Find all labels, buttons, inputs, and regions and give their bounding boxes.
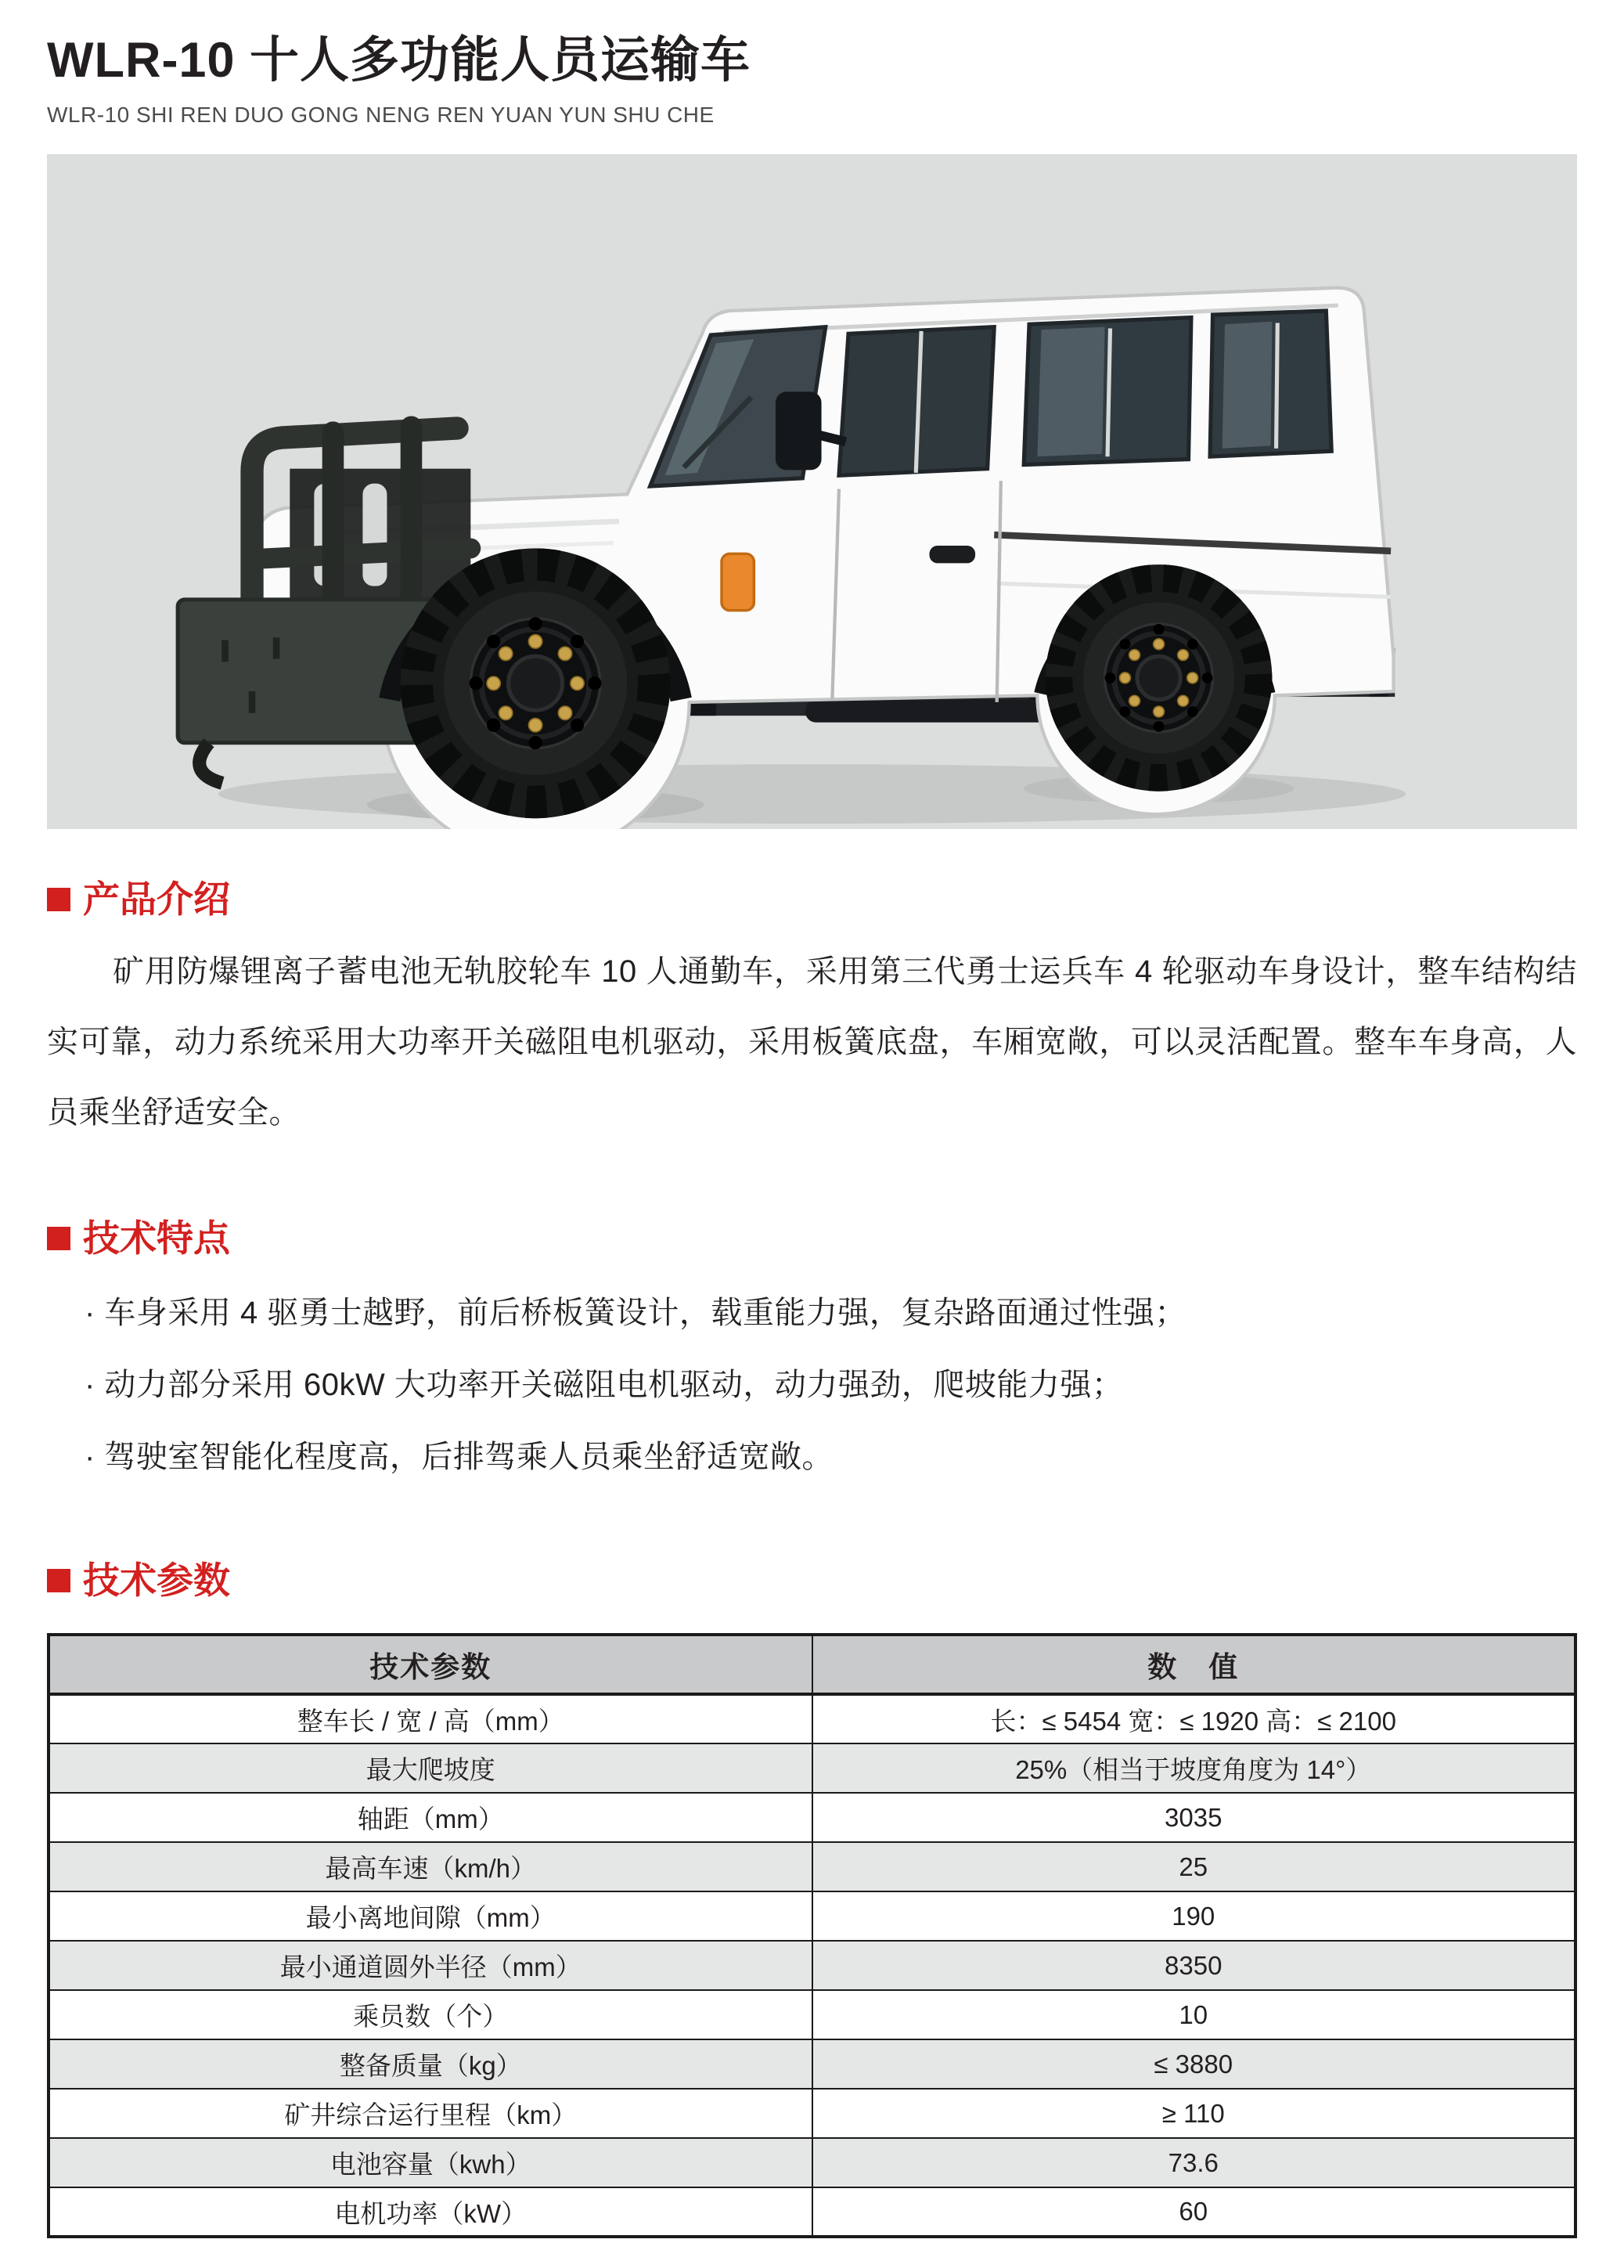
spec-value-cell: ≥ 110	[812, 2089, 1576, 2138]
spec-parameter-cell: 最高车速（km/h）	[49, 1842, 812, 1891]
intro-heading-label: 产品介绍	[83, 878, 230, 920]
features-heading-label: 技术特点	[83, 1217, 230, 1259]
vehicle-illustration-icon	[47, 154, 1577, 829]
feature-item: · 驾驶室智能化程度高，后排驾乘人员乘坐舒适宽敞。	[85, 1440, 834, 1474]
spec-value-cell: 8350	[812, 1941, 1576, 1990]
feature-item: · 车身采用 4 驱勇士越野，前后桥板簧设计，载重能力强，复杂路面通过性强；	[85, 1296, 1186, 1330]
specs-table	[47, 1633, 1577, 2238]
spec-row	[49, 2138, 1575, 2187]
spec-row	[49, 1842, 1575, 1891]
spec-parameter-cell: 乘员数（个）	[49, 1990, 812, 2039]
specs-table-body	[49, 1694, 1575, 2237]
spec-row	[49, 1941, 1575, 1990]
section-heading-specs	[47, 1559, 1577, 1601]
spec-row	[49, 1743, 1575, 1793]
spec-parameter-cell: 最小通道圆外半径（mm）	[49, 1941, 812, 1990]
spec-parameter-cell: 电池容量（kwh）	[49, 2138, 812, 2187]
intro-paragraph: 矿用防爆锂离子蓄电池无轨胶轮车 10 人通勤车，采用第三代勇士运兵车 4 轮驱动车身设计，整车结构结实可靠，动力系统采用大功率开关磁阻电机驱动，采用板簧底盘，车厢宽敞，可以灵活配置。整车车身高，人员乘坐舒适安全。	[47, 954, 1577, 1130]
spec-value-cell: 10	[812, 1990, 1576, 2039]
page-subtitle: WLR-10 SHI REN DUO GONG NENG REN YUAN YUN SHU CHE	[47, 103, 715, 127]
spec-row	[49, 2187, 1575, 2237]
specs-header-parameter: 技术参数	[49, 1635, 812, 1694]
spec-parameter-cell: 整车长 / 宽 / 高（mm）	[49, 1694, 812, 1743]
specs-header-row	[49, 1635, 1575, 1694]
spec-parameter-cell: 轴距（mm）	[49, 1793, 812, 1842]
spec-value-cell: 长：≤ 5454 宽：≤ 1920 高：≤ 2100	[812, 1694, 1576, 1743]
spec-value-cell: 190	[812, 1891, 1576, 1941]
product-photo	[47, 154, 1577, 829]
spec-value-cell: 73.6	[812, 2138, 1576, 2187]
spec-row	[49, 1990, 1575, 2039]
page-title: WLR-10 十人多功能人员运输车	[47, 33, 751, 88]
spec-parameter-cell: 最小离地间隙（mm）	[49, 1891, 812, 1941]
section-heading-features	[47, 1217, 1577, 1259]
features-list	[47, 1277, 1577, 1493]
section-marker-icon	[47, 888, 70, 911]
feature-item: · 动力部分采用 60kW 大功率开关磁阻电机驱动，动力强劲，爬坡能力强；	[85, 1368, 1124, 1402]
spec-row	[49, 1694, 1575, 1743]
spec-parameter-cell: 整备质量（kg）	[49, 2039, 812, 2089]
spec-parameter-cell: 最大爬坡度	[49, 1743, 812, 1793]
section-marker-icon	[47, 1569, 70, 1592]
section-heading-intro	[47, 878, 1577, 920]
spec-row	[49, 1891, 1575, 1941]
spec-value-cell: 25	[812, 1842, 1576, 1891]
product-sheet	[0, 20, 1624, 2238]
spec-parameter-cell: 电机功率（kW）	[49, 2187, 812, 2237]
spec-value-cell: ≤ 3880	[812, 2039, 1576, 2089]
spec-row	[49, 2089, 1575, 2138]
spec-parameter-cell: 矿井综合运行里程（km）	[49, 2089, 812, 2138]
spec-row	[49, 2039, 1575, 2089]
section-marker-icon	[47, 1227, 70, 1250]
spec-value-cell: 60	[812, 2187, 1576, 2237]
specs-header-value: 数 值	[812, 1635, 1576, 1694]
specs-heading-label: 技术参数	[83, 1559, 230, 1601]
spec-row	[49, 1793, 1575, 1842]
spec-value-cell: 25%（相当于坡度角度为 14°）	[812, 1743, 1576, 1793]
spec-value-cell: 3035	[812, 1793, 1576, 1842]
